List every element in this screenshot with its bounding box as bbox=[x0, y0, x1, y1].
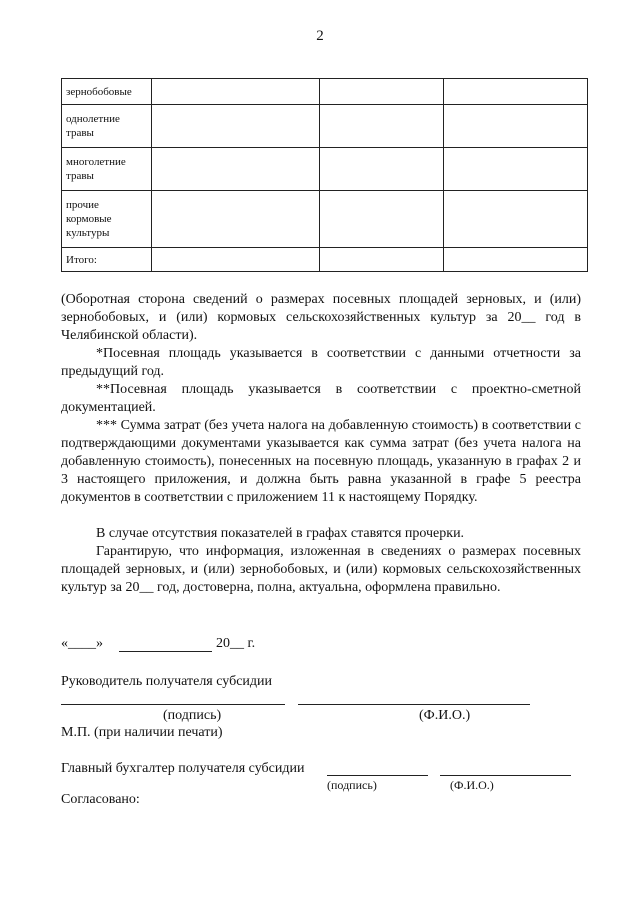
row-label: однолетние травы bbox=[62, 105, 152, 148]
name-caption: (Ф.И.О.) bbox=[419, 708, 471, 723]
crop-area-table bbox=[61, 78, 588, 272]
table-cell bbox=[152, 248, 320, 272]
table-cell bbox=[152, 191, 320, 248]
table-cell bbox=[444, 148, 588, 191]
table-cell bbox=[320, 191, 444, 248]
head-signature-line bbox=[61, 704, 285, 705]
table-row bbox=[62, 248, 588, 272]
accountant-name-caption: (Ф.И.О.) bbox=[450, 778, 494, 792]
row-label: Итого: bbox=[62, 248, 152, 272]
dashes-note: В случае отсутствия показателей в графах ставятся прочерки. bbox=[96, 526, 465, 541]
table-cell bbox=[444, 191, 588, 248]
row-label: многолетние травы bbox=[62, 148, 152, 191]
signature-caption: (подпись) bbox=[163, 708, 222, 723]
head-name-line bbox=[298, 704, 530, 705]
table-row bbox=[62, 105, 588, 148]
row-label: зернобобовые bbox=[62, 79, 152, 105]
date-line: «____» bbox=[61, 636, 103, 651]
table-row bbox=[62, 191, 588, 248]
table-cell bbox=[444, 248, 588, 272]
table-cell bbox=[320, 79, 444, 105]
day-blank: ____ bbox=[68, 636, 96, 651]
guarantee-statement: Гарантирую, что информация, изложенная в сведениях о размерах посевных площадей зерновых, и (или) зернобобовых, и (или) кормовых сельскохозяйственных культур за 20__ год, достоверна, полна, актуальна, оформлена правильно. bbox=[61, 544, 581, 595]
table-cell bbox=[444, 79, 588, 105]
reverse-side-note: (Оборотная сторона сведений о размерах посевных площадей зерновых, и (или) зернобобовых, и (или) кормовых сельскохозяйственных культур за 20__ год в Челябинской области). bbox=[61, 292, 581, 343]
footnote-1: *Посевная площадь указывается в соответствии с данными отчетности за предыдущий год. bbox=[61, 346, 581, 379]
table-row bbox=[62, 79, 588, 105]
accountant-label: Главный бухгалтер получателя субсидии bbox=[61, 761, 305, 776]
table-cell bbox=[320, 148, 444, 191]
accountant-name-line bbox=[440, 775, 571, 776]
stamp-note: М.П. (при наличии печати) bbox=[61, 725, 223, 740]
accountant-signature-caption: (подпись) bbox=[327, 778, 377, 792]
table-cell bbox=[152, 79, 320, 105]
table-row bbox=[62, 148, 588, 191]
table-cell bbox=[444, 105, 588, 148]
table-cell bbox=[152, 105, 320, 148]
footnote-3: *** Сумма затрат (без учета налога на добавленную стоимость) в соответствии с подтверждающими документами указывается как сумма затрат (без учета налога на добавленную стоимость), понесенных на посевную площадь, указанную в графах 2 и 3 настоящего приложения, и должна быть равна указанной в графе 5 реестра документов в соответствии с приложением 11 к настоящему Порядку. bbox=[61, 418, 581, 505]
year-blank: 20__ г. bbox=[216, 636, 256, 651]
accountant-signature-line bbox=[327, 775, 428, 776]
agreed-label: Согласовано: bbox=[61, 792, 140, 807]
month-blank-line bbox=[119, 651, 212, 652]
page-number: 2 bbox=[316, 28, 324, 44]
table-cell bbox=[152, 148, 320, 191]
table-cell bbox=[320, 105, 444, 148]
head-label: Руководитель получателя субсидии bbox=[61, 674, 273, 689]
footnote-2: **Посевная площадь указывается в соответствии с проектно-сметной документацией. bbox=[61, 382, 581, 415]
row-label: прочие кормовые культуры bbox=[62, 191, 152, 248]
table-cell bbox=[320, 248, 444, 272]
